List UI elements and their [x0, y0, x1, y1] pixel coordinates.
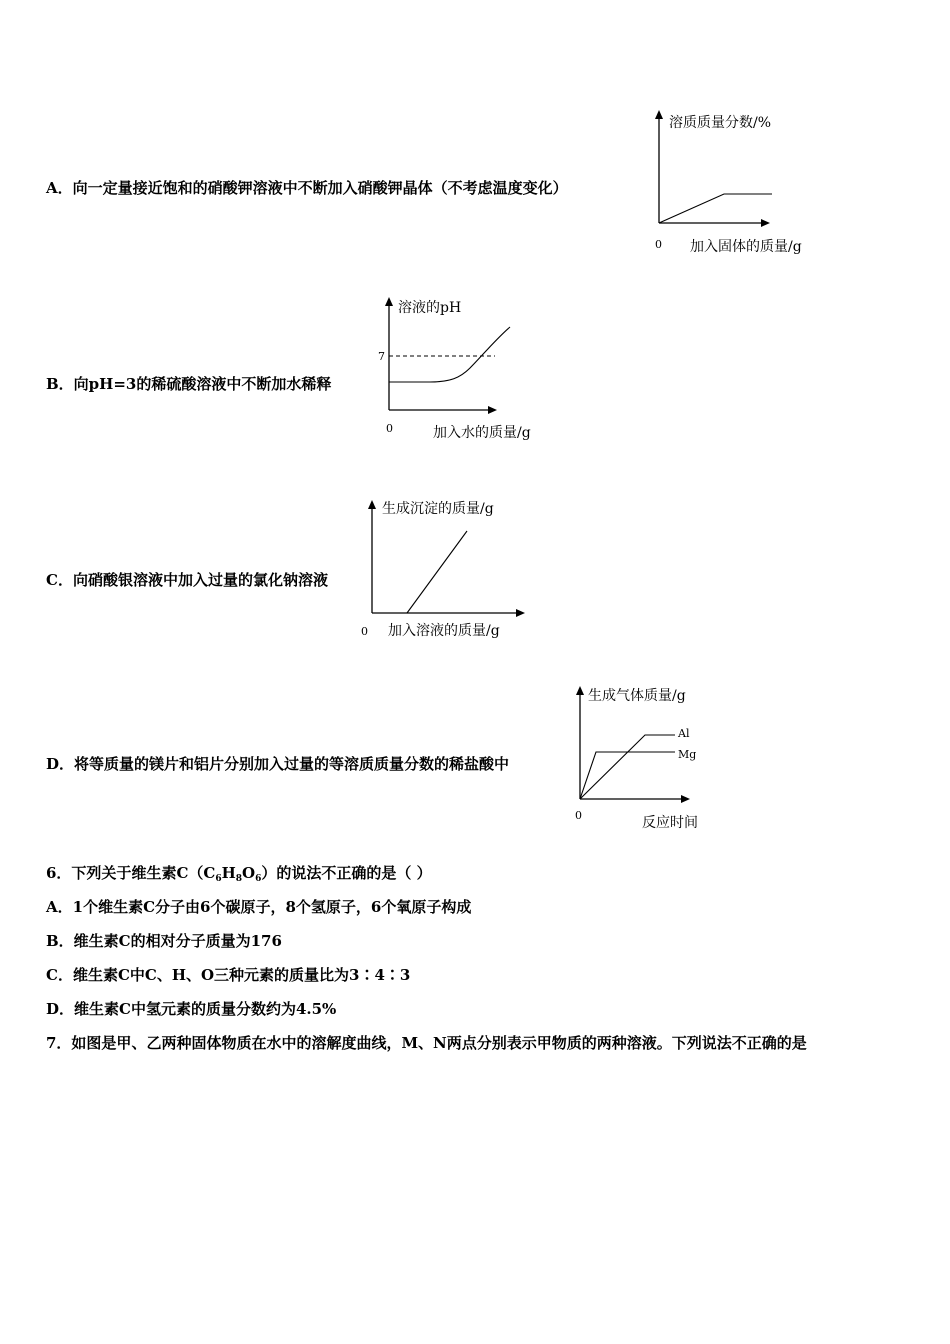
- graph-d-xlabel: 反应时间: [642, 815, 698, 831]
- graph-c-y-arrow: [368, 500, 376, 509]
- q6-stem-a: 6．下列关于维生素C（C: [46, 864, 216, 882]
- graph-d-x-arrow: [681, 795, 690, 803]
- graph-b-ref-tick: 7: [378, 350, 385, 363]
- graph-d-y-arrow: [576, 686, 584, 695]
- q6-sub-c: 6: [215, 874, 222, 884]
- q6-option-b: B．维生素C的相对分子质量为176: [46, 932, 282, 950]
- graph-b-ylabel: 溶液的pH: [398, 300, 462, 316]
- q6-h: H: [221, 864, 236, 882]
- q7-stem: 7．如图是甲、乙两种固体物质在水中的溶解度曲线，M、N两点分别表示甲物质的两种溶液。下列说法不正确的是: [46, 1034, 807, 1052]
- graph-a-y-arrow: [655, 110, 663, 119]
- graph-d-legend-mg: Mg: [678, 748, 697, 761]
- graph-b: [370, 290, 570, 450]
- graph-b-y-arrow: [385, 297, 393, 306]
- graph-b-xlabel: 加入水的质量/g: [433, 425, 531, 441]
- graph-c-origin: 0: [361, 625, 368, 638]
- graph-d: [560, 678, 760, 838]
- graph-d-series-mg: [580, 752, 675, 799]
- graph-d-ylabel: 生成气体质量/g: [588, 688, 686, 704]
- graph-d-origin: 0: [575, 809, 582, 822]
- graph-c: [355, 492, 555, 652]
- graph-d-series-al: [580, 735, 675, 799]
- q6-option-c: C．维生素C中C、H、O三种元素的质量比为3∶4∶3: [46, 966, 411, 984]
- option-b-text: B．向pH=3的稀硫酸溶液中不断加水稀释: [46, 375, 332, 393]
- q6-stem-b: ）的说法不正确的是（ ）: [261, 864, 432, 882]
- graph-d-legend-al: Al: [678, 727, 690, 740]
- q6-option-d: D．维生素C中氢元素的质量分数约为4.5%: [46, 1000, 337, 1018]
- q6-option-a: A．1个维生素C分子由6个碳原子，8个氢原子，6个氧原子构成: [46, 898, 472, 916]
- graph-c-xlabel: 加入溶液的质量/g: [388, 623, 500, 639]
- graph-c-curve: [407, 531, 467, 613]
- graph-a-curve: [659, 194, 772, 223]
- option-d-text: D．将等质量的镁片和铝片分别加入过量的等溶质质量分数的稀盐酸中: [46, 755, 510, 773]
- graph-a: [640, 105, 840, 265]
- option-c-text: C．向硝酸银溶液中加入过量的氯化钠溶液: [46, 571, 328, 589]
- graph-c-ylabel: 生成沉淀的质量/g: [382, 501, 494, 517]
- q6-stem: [46, 862, 432, 884]
- option-a-text: A．向一定量接近饱和的硝酸钾溶液中不断加入硝酸钾晶体（不考虑温度变化）: [46, 179, 568, 197]
- graph-b-x-arrow: [488, 406, 497, 414]
- graph-a-x-arrow: [761, 219, 770, 227]
- graph-a-xlabel: 加入固体的质量/g: [690, 239, 802, 255]
- q6-sub-h: 8: [235, 874, 243, 884]
- graph-a-origin: 0: [655, 238, 662, 251]
- graph-b-curve: [389, 327, 510, 382]
- q6-sub-o: 6: [255, 874, 262, 884]
- graph-c-x-arrow: [516, 609, 525, 617]
- q6-o: O: [242, 864, 256, 882]
- graph-b-origin: 0: [386, 422, 393, 435]
- graph-a-ylabel: 溶质质量分数/%: [669, 115, 772, 131]
